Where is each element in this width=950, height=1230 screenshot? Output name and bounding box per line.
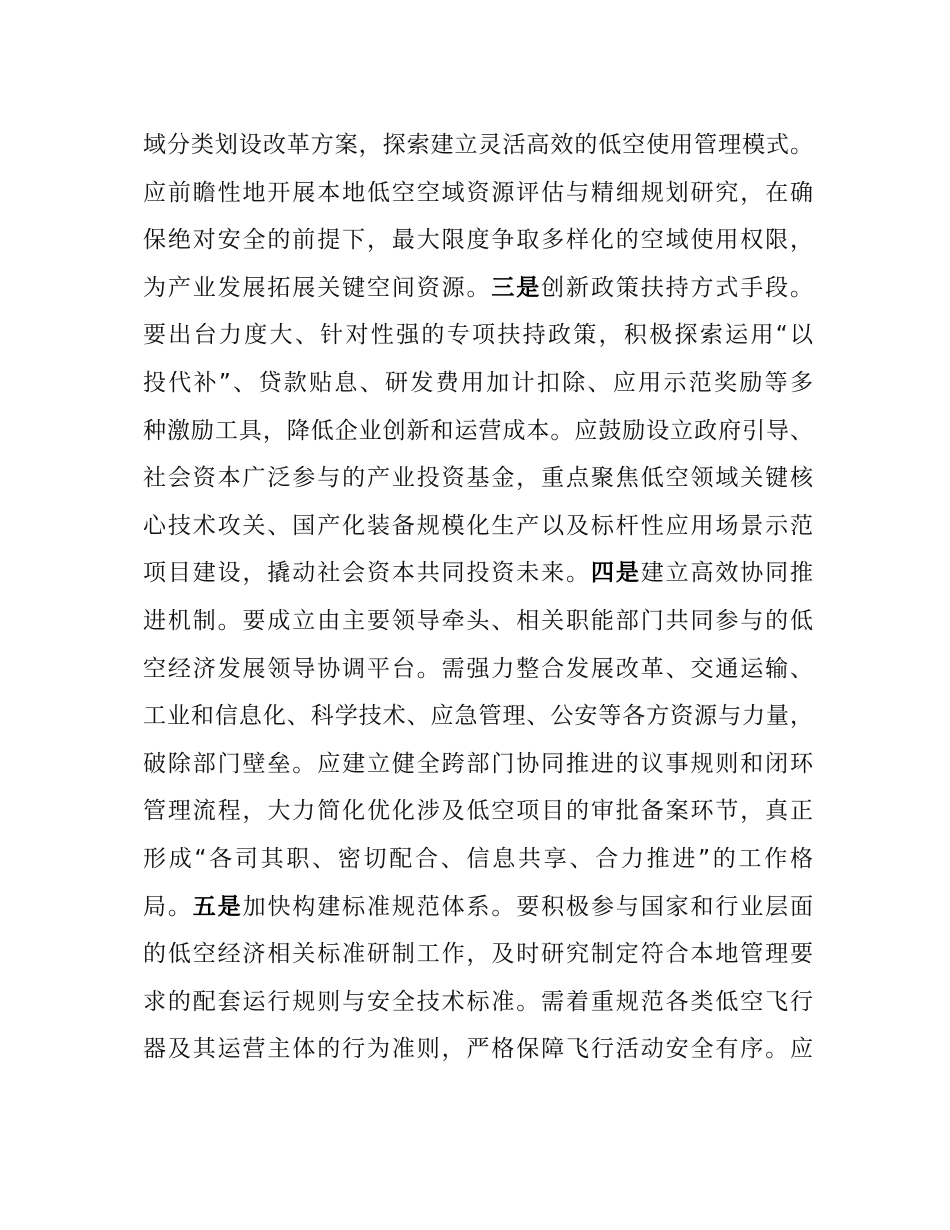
text-line: 形成“各司其职、密切配合、信息共享、合力推进”的工作格 <box>143 845 813 872</box>
body-text <box>143 122 813 1074</box>
text-line: 应前瞻性地开展本地低空空域资源评估与精细规划研究，在确 <box>143 179 813 206</box>
bold-marker: 三是 <box>491 274 542 301</box>
text-line: 保绝对安全的前提下，最大限度争取多样化的空域使用权限， <box>143 227 813 254</box>
text-line: 心技术攻关、国产化装备规模化生产以及标杆性应用场景示范 <box>143 512 813 539</box>
text-segment: 项目建设，撬动社会资本共同投资未来。 <box>143 560 591 587</box>
text-line: 的低空经济相关标准研制工作，及时研究制定符合本地管理要 <box>143 941 813 968</box>
text-segment: 加快构建标准规范体系。要积极参与国家和行业层面 <box>242 893 814 920</box>
text-segment: 为产业发展拓展关键空间资源。 <box>143 274 492 301</box>
text-line <box>143 265 813 313</box>
text-line: 种激励工具，降低企业创新和运营成本。应鼓励设立政府引导、 <box>143 417 813 444</box>
text-line: 求的配套运行规则与安全技术标准。需着重规范各类低空飞行 <box>143 988 813 1015</box>
text-segment: 建立高效协同推 <box>640 560 814 587</box>
text-line: 空经济发展领导协调平台。需强力整合发展改革、交通运输、 <box>143 655 813 682</box>
text-segment: 创新政策扶持方式手段。 <box>541 274 814 301</box>
text-line <box>143 884 813 932</box>
text-line <box>143 550 813 598</box>
text-line: 进机制。要成立由主要领导牵头、相关职能部门共同参与的低 <box>143 607 813 634</box>
text-line: 投代补”、贷款贴息、研发费用加计扣除、应用示范奖励等多 <box>143 369 813 396</box>
text-line: 工业和信息化、科学技术、应急管理、公安等各方资源与力量， <box>143 703 813 730</box>
bold-marker: 五是 <box>192 893 243 920</box>
bold-marker: 四是 <box>590 560 641 587</box>
text-segment: 局。 <box>143 893 193 920</box>
text-line: 管理流程，大力简化优化涉及低空项目的审批备案环节，真正 <box>143 798 813 825</box>
text-line: 要出台力度大、针对性强的专项扶持政策，积极探索运用“以 <box>143 322 813 349</box>
text-line: 社会资本广泛参与的产业投资基金，重点聚焦低空领域关键核 <box>143 465 813 492</box>
text-line: 域分类划设改革方案，探索建立灵活高效的低空使用管理模式。 <box>143 132 813 158</box>
text-line: 器及其运营主体的行为准则，严格保障飞行活动安全有序。应 <box>143 1036 813 1063</box>
text-line: 破除部门壁垒。应建立健全跨部门协同推进的议事规则和闭环 <box>143 750 813 777</box>
